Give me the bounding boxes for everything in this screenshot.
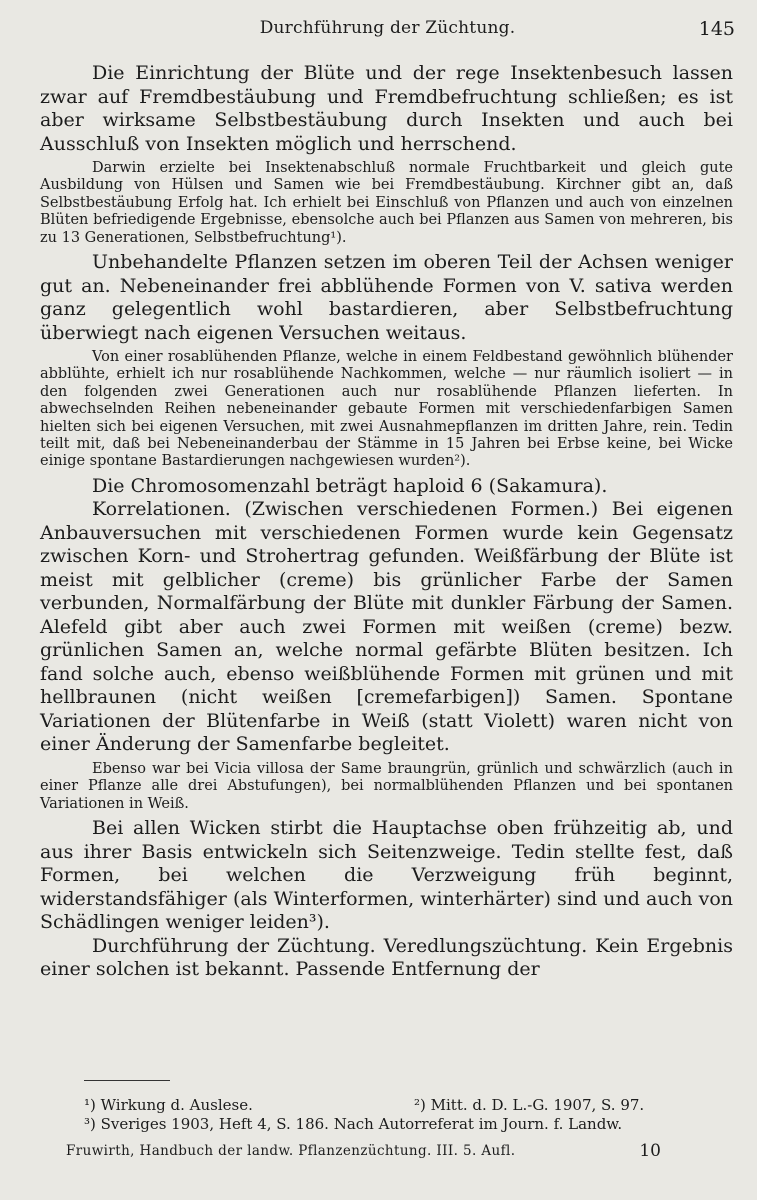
page-header (40, 18, 735, 44)
body-text (40, 62, 733, 982)
paragraph: Die Chromosomenzahl beträgt haploid 6 (Sakamura). (92, 474, 608, 497)
page-number: 145 (698, 18, 735, 40)
signature-mark: 10 (639, 1141, 661, 1161)
footnote-divider (84, 1080, 170, 1081)
paragraph: Durchführung der Züchtung. Veredlungszüchtung. Kein Ergebnis einer solchen ist bekannt. Passende Entfernung der (40, 934, 733, 981)
small-print-paragraph: Darwin erzielte bei Insektenabschluß normale Fruchtbarkeit und gleich gute Ausbildung von Hülsen und Samen wie bei Fremdbestäubung. Kirchner gibt an, daß Selbstbestäubung Erfolg hat. Ich erhielt bei Einschluß von Pflanzen und auch von einzelnen Blüten befriedigende Ergebnisse, ebensolche auch bei Pflanzen aus Samen von mehreren, bis zu 13 Generationen, Selbstbefruchtung¹). (40, 160, 733, 246)
small-print-paragraph: Ebenso war bei Vicia villosa der Same braungrün, grünlich und schwärzlich (auch in einer Pflanze alle drei Abstufungen), bei normalblühenden Pflanzen und bei spontanen Variationen in Weiß. (40, 760, 733, 812)
running-head: Durchführung der Züchtung. (259, 18, 516, 38)
footnote: ¹) Wirkung d. Auslese. (84, 1096, 253, 1114)
footnote: ³) Sveriges 1903, Heft 4, S. 186. Nach Autorreferat im Journ. f. Landw. (84, 1115, 623, 1133)
footnote-row (84, 1096, 731, 1115)
book-citation: Fruwirth, Handbuch der landw. Pflanzenzüchtung. III. 5. Aufl. (66, 1143, 516, 1159)
paragraph: Bei allen Wicken stirbt die Hauptachse oben frühzeitig ab, und aus ihrer Basis entwickeln sich Seitenzweige. Tedin stellte fest, daß Formen, bei welchen die Verzweigung früh beginnt, widerstandsfähiger (als Winterformen, winterhärter) sind und auch von Schädlingen weniger leiden³). (40, 817, 733, 934)
paragraph: Unbehandelte Pflanzen setzen im oberen Teil der Achsen weniger gut an. Nebeneinander frei abblühende Formen von V. sativa werden ganz gelegentlich wohl bastardieren, aber Selbstbefruchtung überwiegt nach eigenen Versuchen weitaus. (40, 251, 733, 344)
footnote: ²) Mitt. d. D. L.-G. 1907, S. 97. (414, 1096, 645, 1114)
small-print-paragraph: Von einer rosablühenden Pflanze, welche in einem Feldbestand gewöhnlich blühender abblühte, erhielt ich nur rosablühende Nachkommen, welche — nur räumlich isoliert — in den folgenden zwei Generationen auch nur rosablühende Pflanzen lieferten. In abwechselnden Reihen nebeneinander gebaute Formen mit verschiedenfarbigen Samen hielten sich bei eigenen Versuchen, mit zwei Ausnahmepflanzen im dritten Jahre, rein. Tedin teilt mit, daß bei Nebeneinanderbau der Stämme in 15 Jahren bei Erbse keine, bei Wicke einige spontane Bastardierungen nachgewiesen wurden²). (40, 349, 733, 470)
paragraph: Die Einrichtung der Blüte und der rege Insektenbesuch lassen zwar auf Fremdbestäubung und Fremdbefruchtung schließen; es ist aber wirksame Selbstbestäubung durch Insekten und auch bei Ausschluß von Insekten möglich und herrschend. (40, 62, 733, 155)
paragraph: Korrelationen. (Zwischen verschiedenen Formen.) Bei eigenen Anbauversuchen mit verschiedenen Formen wurde kein Gegensatz zwischen Korn- und Strohertrag gefunden. Weißfärbung der Blüte ist meist mit gelblicher (creme) bis grünlicher Farbe der Samen verbunden, Normalfärbung der Blüte mit dunkler Färbung der Samen. Alefeld gibt aber auch zwei Formen mit weißen (creme) bezw. grünlichen Samen an, welche normal gefärbte Blüten besitzen. Ich fand solche auch, ebenso weißblühende Formen mit grünen und mit hellbraunen (nicht weißen [cremefarbigen]) Samen. Spontane Variationen der Blütenfarbe in Weiß (statt Violett) waren nicht von einer Änderung der Samenfarbe begleitet. (40, 498, 733, 756)
footnotes (84, 1096, 731, 1134)
footnote-row (84, 1115, 731, 1134)
